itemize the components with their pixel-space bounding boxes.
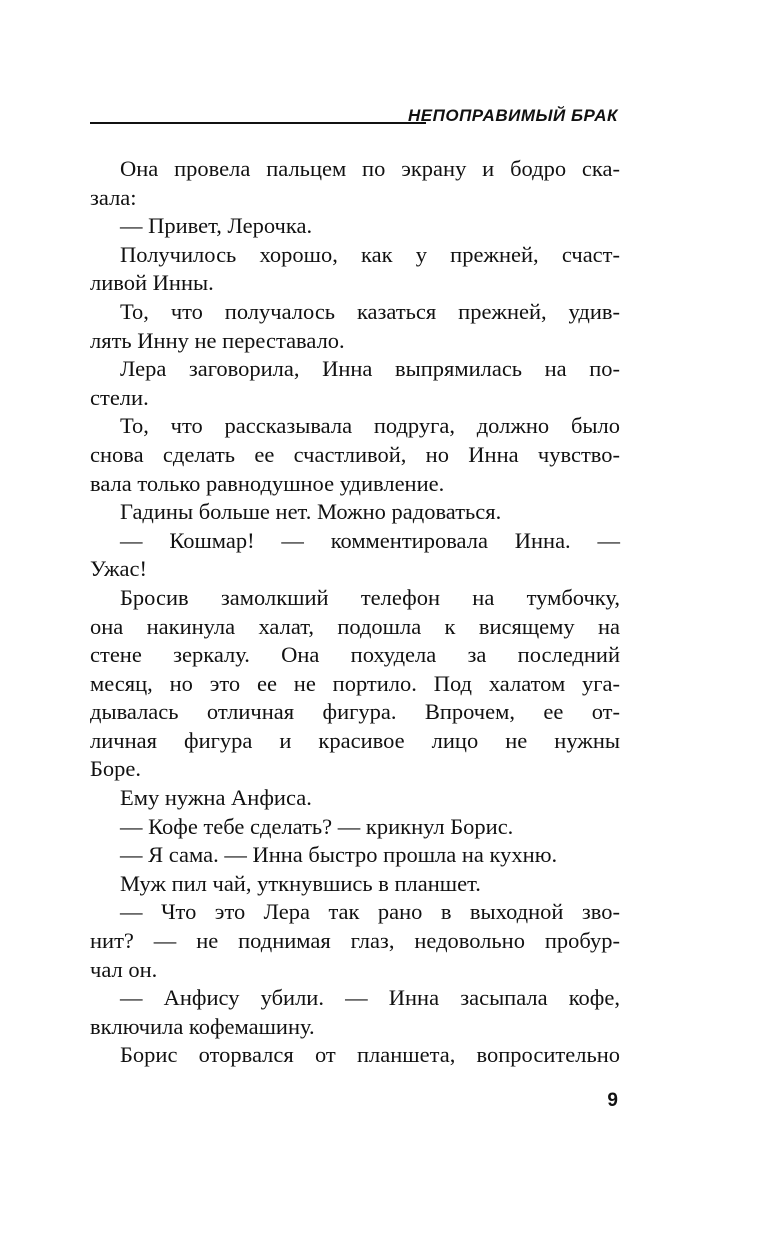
text-line: Гадины больше нет. Можно радоваться. [120,499,502,525]
paragraph [90,898,620,984]
header-rule [90,122,426,124]
paragraph [90,155,620,212]
text-line: Она провела пальцем по экрану и бодро ска- [120,156,620,181]
paragraph [90,355,620,412]
text-line: чал он. [90,956,158,982]
text-line: дывалась отличная фигура. Впрочем, ее от- [90,699,620,725]
text-line: — Привет, Лерочка. [120,213,313,239]
text-line: личная фигура и красивое лицо не нужны [90,727,620,753]
page-number: 9 [607,1090,618,1111]
text-line: зала: [90,184,137,210]
text-line: Боре. [90,756,142,782]
text-line: она накинула халат, подошла к висящему на [90,613,620,639]
text-line: нит? — не поднимая глаз, недовольно пробур- [90,928,620,954]
text-line: включила кофемашину. [90,1013,315,1039]
paragraph [90,212,620,241]
text-line: Ему нужна Анфиса. [120,785,312,811]
paragraph [90,412,620,498]
paragraph [90,813,620,842]
text-line: снова сделать ее счастливой, но Инна чувство- [90,441,620,467]
text-line: ливой Инны. [90,270,214,296]
text-line: — Кошмар! — комментировала Инна. — [120,527,620,553]
paragraph [90,584,620,784]
text-line: То, что рассказывала подруга, должно было [120,413,620,439]
text-line: лять Инну не переставало. [90,327,345,353]
text-line: стели. [90,384,149,410]
text-line: Муж пил чай, уткнувшись в планшет. [120,870,481,896]
paragraph [90,841,620,870]
text-line: месяц, но это ее не портило. Под халатом уга- [90,670,620,696]
text-line: вала только равнодушное удивление. [90,470,445,496]
running-title: НЕПОПРАВИМЫЙ БРАК [408,106,618,125]
paragraph [90,527,620,584]
paragraph [90,1041,620,1070]
body-text [90,155,620,1070]
text-line: — Кофе тебе сделать? — крикнул Борис. [120,813,514,839]
paragraph [90,498,620,527]
paragraph [90,870,620,899]
text-line: — Я сама. — Инна быстро прошла на кухню. [120,842,558,868]
text-line: Лера заговорила, Инна выпрямилась на по- [120,356,620,382]
paragraph [90,298,620,355]
text-line: стене зеркалу. Она похудела за последний [90,642,620,668]
text-line: Ужас! [90,556,147,582]
text-line: Борис оторвался от планшета, вопросительно [120,1042,620,1068]
paragraph [90,784,620,813]
text-line: — Что это Лера так рано в выходной зво- [120,899,620,925]
paragraph [90,241,620,298]
text-line: То, что получалось казаться прежней, удив- [120,298,620,324]
paragraph [90,984,620,1041]
text-line: Бросив замолкший телефон на тумбочку, [120,584,620,610]
text-line: — Анфису убили. — Инна засыпала кофе, [120,985,620,1011]
text-line: Получилось хорошо, как у прежней, счаст- [120,241,620,267]
